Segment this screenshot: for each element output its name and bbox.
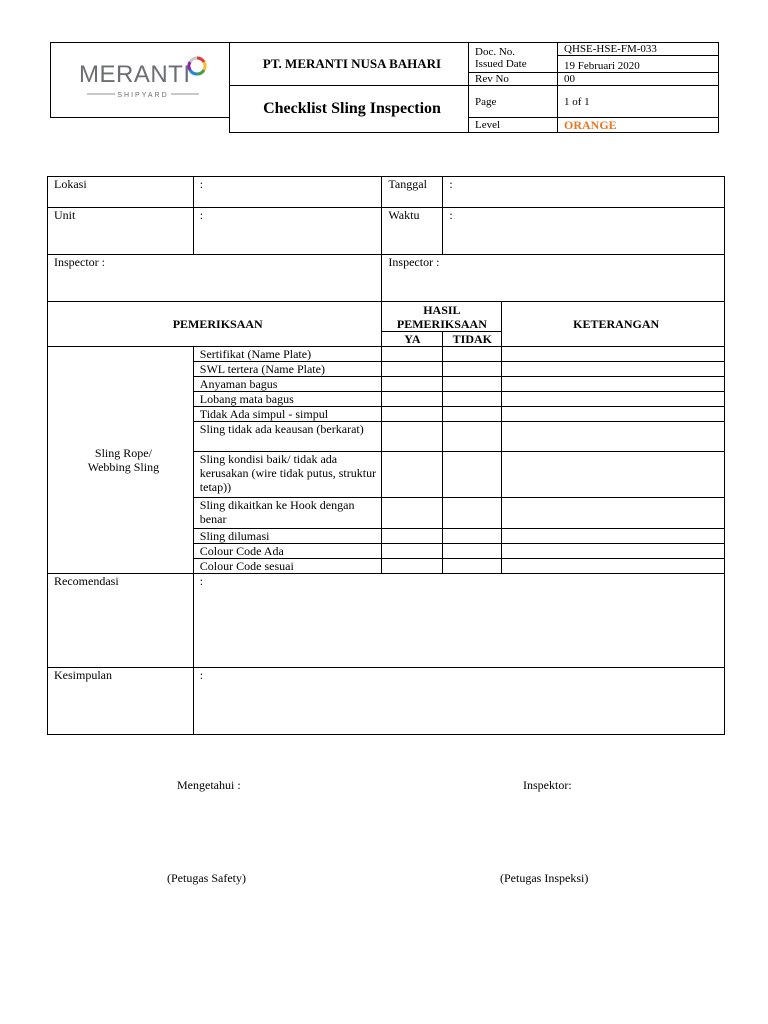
tidak-checkbox-cell[interactable]	[443, 362, 502, 377]
keterangan-cell[interactable]	[502, 559, 725, 574]
keterangan-cell[interactable]	[502, 529, 725, 544]
kesimpulan-label: Kesimpulan	[48, 668, 194, 735]
tidak-checkbox-cell[interactable]	[443, 529, 502, 544]
category-cell: Sling Rope/ Webbing Sling	[48, 347, 194, 574]
keterangan-cell[interactable]	[502, 544, 725, 559]
tidak-header: TIDAK	[443, 332, 502, 347]
inspector-right-field[interactable]: Inspector :	[382, 255, 725, 302]
tidak-checkbox-cell[interactable]	[443, 544, 502, 559]
ya-checkbox-cell[interactable]	[382, 362, 443, 377]
inspector-left-field[interactable]: Inspector :	[48, 255, 382, 302]
document-title: Checklist Sling Inspection	[230, 86, 469, 133]
checklist-item: Sling dikaitkan ke Hook dengan benar	[193, 498, 382, 529]
ya-checkbox-cell[interactable]	[382, 422, 443, 452]
keterangan-cell[interactable]	[502, 498, 725, 529]
lokasi-label: Lokasi	[48, 177, 194, 208]
ya-checkbox-cell[interactable]	[382, 529, 443, 544]
checklist-item: Sling kondisi baik/ tidak ada kerusakan (wire tidak putus, struktur tetap))	[193, 452, 382, 498]
checklist-item: Colour Code Ada	[193, 544, 382, 559]
unit-field[interactable]: :	[193, 208, 382, 255]
level-value: ORANGE	[558, 118, 719, 133]
doc-no-value: QHSE-HSE-FM-033 19 Februari 2020	[558, 43, 719, 73]
ya-checkbox-cell[interactable]	[382, 347, 443, 362]
checklist-item: Lobang mata bagus	[193, 392, 382, 407]
ya-checkbox-cell[interactable]	[382, 452, 443, 498]
recomendasi-field[interactable]: :	[193, 574, 724, 668]
recomendasi-label: Recomendasi	[48, 574, 194, 668]
ya-checkbox-cell[interactable]	[382, 498, 443, 529]
tidak-checkbox-cell[interactable]	[443, 377, 502, 392]
petugas-safety-label: (Petugas Safety)	[167, 871, 246, 885]
inspection-form	[47, 176, 725, 735]
tidak-checkbox-cell[interactable]	[443, 407, 502, 422]
keterangan-cell[interactable]	[502, 392, 725, 407]
checklist-item: Colour Code sesuai	[193, 559, 382, 574]
document-header	[50, 42, 719, 133]
checklist-item: Anyaman bagus	[193, 377, 382, 392]
checklist-item: Sling dilumasi	[193, 529, 382, 544]
rev-no-value: 00	[558, 73, 719, 86]
page-label: Page	[469, 86, 558, 118]
keterangan-cell[interactable]	[502, 452, 725, 498]
tidak-checkbox-cell[interactable]	[443, 559, 502, 574]
tanggal-label: Tanggal	[382, 177, 443, 208]
ya-header: YA	[382, 332, 443, 347]
logo-ring-icon	[189, 57, 205, 73]
keterangan-header: KETERANGAN	[502, 302, 725, 347]
pemeriksaan-header: PEMERIKSAAN	[48, 302, 382, 347]
checklist-item: Sling tidak ada keausan (berkarat)	[193, 422, 382, 452]
keterangan-cell[interactable]	[502, 422, 725, 452]
unit-label: Unit	[48, 208, 194, 255]
lokasi-field[interactable]: :	[193, 177, 382, 208]
keterangan-cell[interactable]	[502, 347, 725, 362]
tidak-checkbox-cell[interactable]	[443, 452, 502, 498]
level-label: Level	[469, 118, 558, 133]
inspektor-label: Inspektor:	[523, 778, 572, 792]
tidak-checkbox-cell[interactable]	[443, 422, 502, 452]
keterangan-cell[interactable]	[502, 377, 725, 392]
checklist-item: Sertifikat (Name Plate)	[193, 347, 382, 362]
tidak-checkbox-cell[interactable]	[443, 392, 502, 407]
petugas-inspeksi-label: (Petugas Inspeksi)	[500, 871, 589, 885]
page-value: 1 of 1	[558, 86, 719, 118]
checklist-item: Tidak Ada simpul - simpul	[193, 407, 382, 422]
logo-subtitle: SHIPYARD	[117, 91, 169, 99]
company-name: PT. MERANTI NUSA BAHARI	[230, 43, 469, 86]
keterangan-cell[interactable]	[502, 407, 725, 422]
meranti-logo	[73, 49, 213, 109]
waktu-label: Waktu	[382, 208, 443, 255]
logo-wordmark: MERANTI	[79, 60, 191, 88]
checklist-row	[48, 347, 725, 362]
logo-cell	[51, 43, 230, 118]
hasil-header: HASIL PEMERIKSAAN	[382, 302, 502, 332]
ya-checkbox-cell[interactable]	[382, 559, 443, 574]
checklist-item: SWL tertera (Name Plate)	[193, 362, 382, 377]
tidak-checkbox-cell[interactable]	[443, 347, 502, 362]
keterangan-cell[interactable]	[502, 362, 725, 377]
tanggal-field[interactable]: :	[443, 177, 725, 208]
doc-no-label: Doc. No. Issued Date	[469, 43, 558, 73]
ya-checkbox-cell[interactable]	[382, 392, 443, 407]
rev-no-label: Rev No	[469, 73, 558, 86]
ya-checkbox-cell[interactable]	[382, 407, 443, 422]
tidak-checkbox-cell[interactable]	[443, 498, 502, 529]
kesimpulan-field[interactable]: :	[193, 668, 724, 735]
ya-checkbox-cell[interactable]	[382, 544, 443, 559]
ya-checkbox-cell[interactable]	[382, 377, 443, 392]
mengetahui-label: Mengetahui :	[177, 778, 241, 792]
waktu-field[interactable]: :	[443, 208, 725, 255]
